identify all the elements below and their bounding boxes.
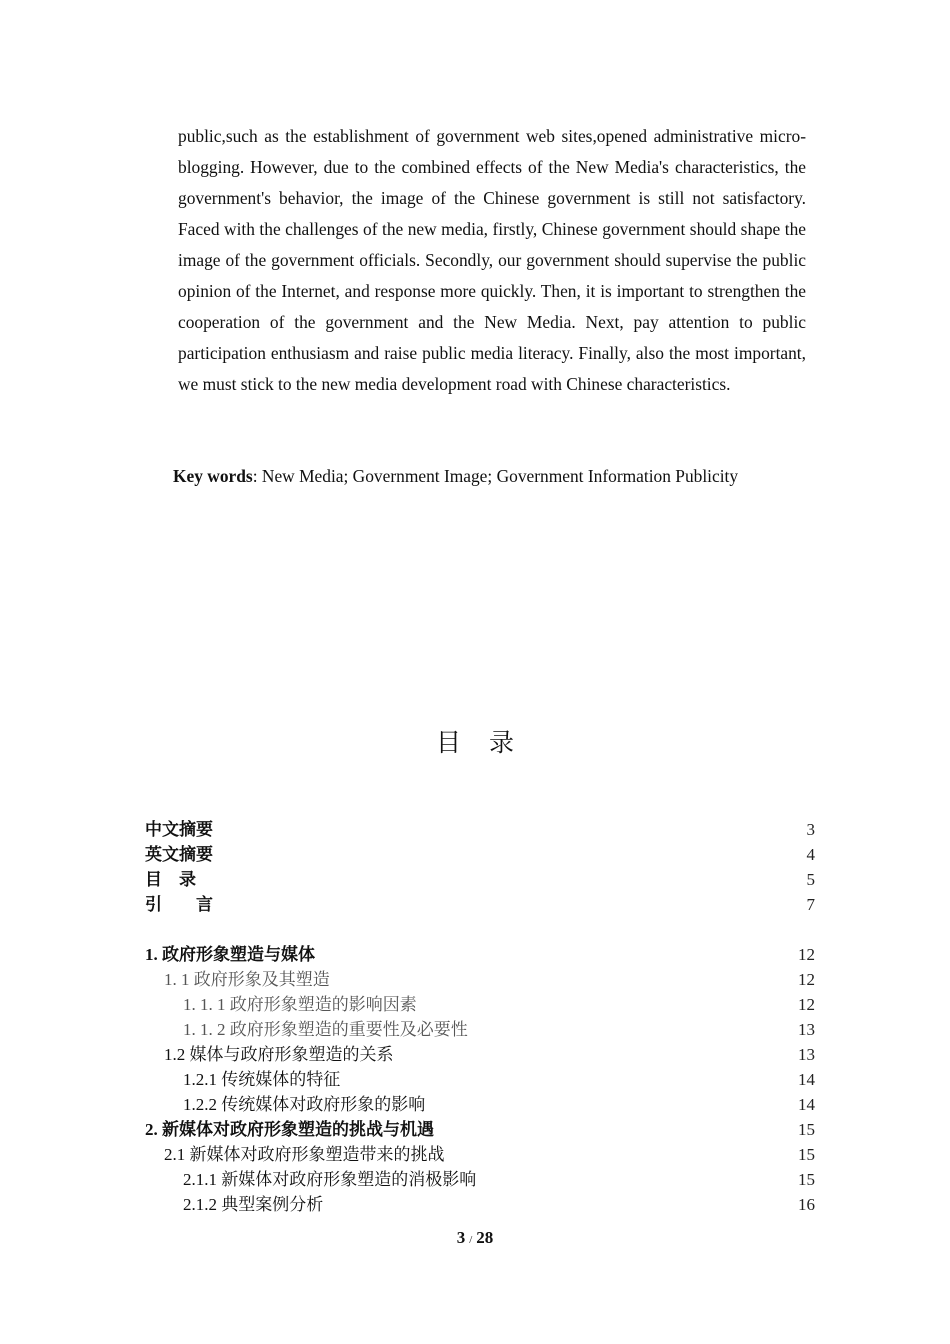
toc-entry-label: 1.2.1 传统媒体的特征: [183, 1070, 341, 1089]
toc-entry-section-2-1[interactable]: [145, 1142, 815, 1167]
toc-entry-page: 13: [798, 1045, 815, 1064]
toc-entry-english-abstract[interactable]: [145, 842, 815, 867]
toc-entry-label: 1. 1 政府形象及其塑造: [164, 970, 330, 989]
toc-entry-section-1-2-1[interactable]: [145, 1067, 815, 1092]
toc-entry-label: 引 言: [145, 895, 213, 914]
toc-entry-label: 2.1.1 新媒体对政府形象塑造的消极影响: [183, 1170, 477, 1189]
toc-entry-page: 3: [806, 820, 815, 839]
page-separator: /: [469, 1234, 473, 1246]
toc-entry-page: 14: [798, 1095, 815, 1114]
toc-entry-page: 13: [798, 1020, 815, 1039]
toc-entry-introduction[interactable]: [145, 892, 815, 917]
toc-entry-page: 15: [798, 1170, 815, 1189]
toc-entry-page: 16: [798, 1195, 815, 1214]
toc-entry-label: 中文摘要: [145, 820, 213, 839]
keywords-line: [173, 462, 873, 490]
toc-entry-page: 12: [798, 970, 815, 989]
toc-entry-page: 15: [798, 1145, 815, 1164]
toc-entry-section-2-1-2[interactable]: [145, 1192, 815, 1217]
toc-entry-label: 2.1.2 典型案例分析: [183, 1195, 324, 1214]
toc-entry-chapter-2[interactable]: [145, 1117, 815, 1142]
toc-entry-label: 1. 政府形象塑造与媒体: [145, 945, 315, 964]
keywords-label: Key words: [173, 466, 253, 486]
toc-entry-label: 1. 1. 2 政府形象塑造的重要性及必要性: [183, 1020, 468, 1039]
toc-entry-section-1-1[interactable]: [145, 967, 815, 992]
toc-entry-label: 英文摘要: [145, 845, 213, 864]
toc-entry-section-1-2[interactable]: [145, 1042, 815, 1067]
toc-entry-label: 2.1 新媒体对政府形象塑造带来的挑战: [164, 1145, 445, 1164]
toc-entry-chapter-1[interactable]: [145, 942, 815, 967]
toc-entry-label: 1.2 媒体与政府形象塑造的关系: [164, 1045, 394, 1064]
page-number: [0, 1226, 950, 1252]
total-pages: 28: [476, 1228, 494, 1247]
toc-entry-section-2-1-1[interactable]: [145, 1167, 815, 1192]
toc-entry-chinese-abstract[interactable]: [145, 817, 815, 842]
toc-entry-label: 1.2.2 传统媒体对政府形象的影响: [183, 1095, 426, 1114]
toc-entry-page: 14: [798, 1070, 815, 1089]
toc-entry-label: 1. 1. 1 政府形象塑造的影响因素: [183, 995, 417, 1014]
keywords-value: : New Media; Government Image; Government Information Publicity: [252, 466, 739, 486]
toc-entry-label: 2. 新媒体对政府形象塑造的挑战与机遇: [145, 1120, 434, 1139]
toc-entry-section-1-2-2[interactable]: [145, 1092, 815, 1117]
toc-entry-page: 4: [806, 845, 815, 864]
toc-entry-contents[interactable]: [145, 867, 815, 892]
toc-entry-page: 12: [798, 945, 815, 964]
abstract-paragraph: public,such as the establishment of government web sites,opened administrative micro-blogging. However, due to the combined effects of the New Media's characteristics, the government's behavior, the image of the Chinese government is still not satisfactory. Faced with the challenges of the new media, firstly, Chinese government should shape the image of the government officials. Secondly, our government should supervise the public opinion of the Internet, and response more quickly. Then, it is important to strengthen the cooperation of the government and the New Media. Next, pay attention to public participation enthusiasm and raise public media literacy. Finally, also the most important, we must stick to the new media development road with Chinese characteristics.: [178, 126, 806, 394]
current-page: 3: [456, 1228, 466, 1247]
toc-entry-section-1-1-1[interactable]: [145, 992, 815, 1017]
toc-title: 目录: [435, 728, 542, 757]
table-of-contents: [145, 817, 815, 1217]
toc-entry-section-1-1-2[interactable]: [145, 1017, 815, 1042]
toc-entry-page: 7: [806, 895, 815, 914]
toc-entry-page: 15: [798, 1120, 815, 1139]
toc-entry-page: 5: [806, 870, 815, 889]
toc-entry-label: 目 录: [145, 870, 196, 889]
toc-entry-page: 12: [798, 995, 815, 1014]
